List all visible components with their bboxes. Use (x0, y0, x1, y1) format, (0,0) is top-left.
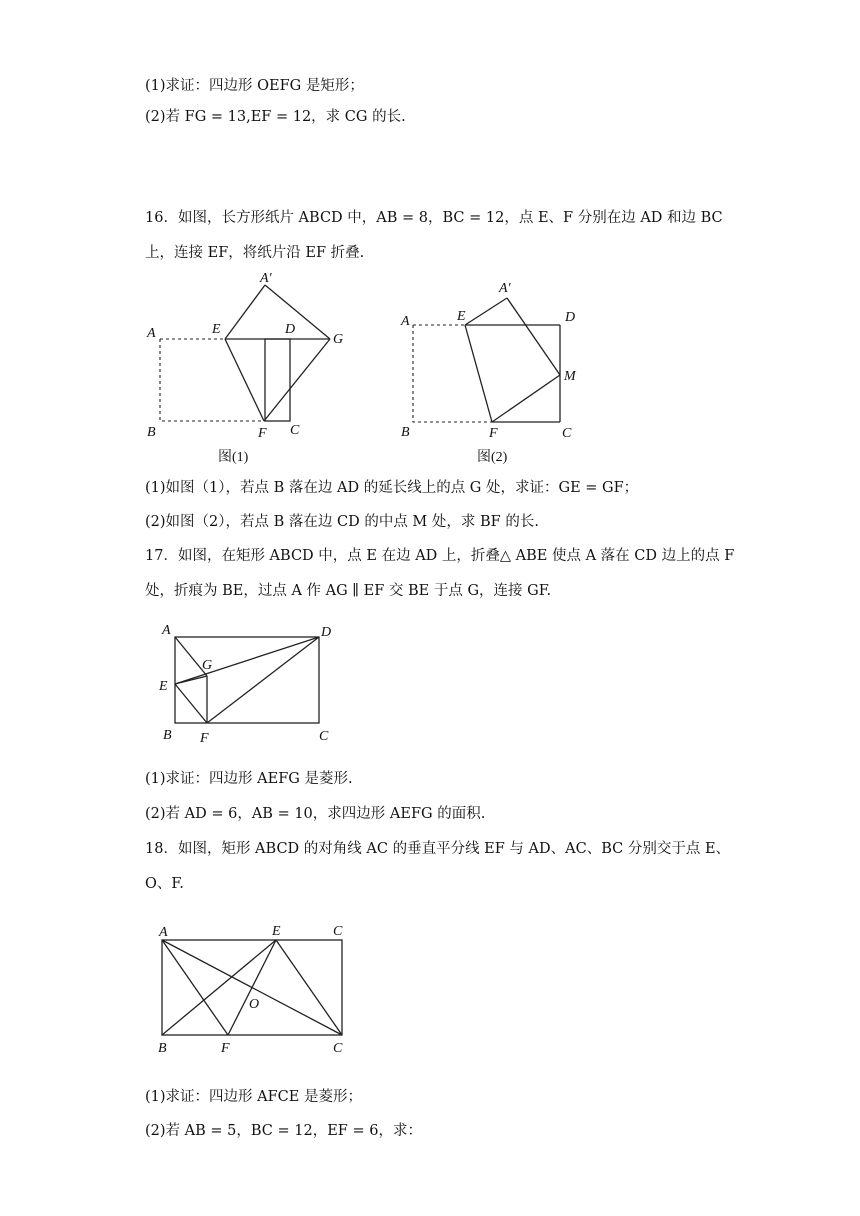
q17-stem-line1: 17．如图，在矩形 ABCD 中，点 E 在边 AD 上，折叠△ ABE 使点 A 落在 CD 边上的点 F (145, 548, 735, 564)
label-F: F (489, 426, 498, 441)
label-A: A (147, 326, 156, 341)
q18-part2: (2)若 AB = 5，BC = 12，EF = 6，求： (145, 1123, 422, 1139)
label-E: E (272, 924, 281, 939)
label-A: A (162, 623, 171, 638)
label-C: C (290, 423, 300, 438)
q17-part1: (1)求证：四边形 AEFG 是菱形. (145, 771, 353, 787)
label-A-prime: A′ (260, 271, 272, 286)
caption-fig1: 图(1) (218, 450, 249, 465)
label-A: A (401, 314, 410, 329)
label-B: B (163, 728, 172, 743)
label-E: E (159, 679, 168, 694)
q17-part2: (2)若 AD = 6，AB = 10，求四边形 AEFG 的面积. (145, 806, 486, 822)
label-A-prime: A′ (499, 281, 511, 296)
label-G: G (202, 658, 213, 673)
label-F: F (221, 1041, 230, 1056)
q18-stem-line1: 18．如图，矩形 ABCD 的对角线 AC 的垂直平分线 EF 与 AD、AC、BC 分别交于点 E、 (145, 841, 731, 857)
figure-16-2 (395, 265, 595, 465)
q16-part1: (1)如图（1），若点 B 落在边 AD 的延长线上的点 G 处，求证：GE = GF； (145, 480, 639, 496)
label-G: G (333, 332, 344, 347)
label-O: O (249, 997, 260, 1012)
figure-16-1 (140, 265, 360, 465)
figure-18 (150, 920, 370, 1060)
label-D: D (285, 322, 296, 337)
q18-stem-line2: O、F. (145, 876, 184, 892)
q16-part2: (2)如图（2），若点 B 落在边 CD 的中点 M 处，求 BF 的长. (145, 514, 539, 530)
q16-stem-line2: 上，连接 EF，将纸片沿 EF 折叠. (145, 245, 365, 261)
caption-fig2: 图(2) (477, 450, 508, 465)
label-F: F (200, 731, 209, 746)
label-D: D (321, 625, 332, 640)
label-M: M (564, 369, 576, 384)
label-C: C (562, 426, 572, 441)
label-D: D (565, 310, 576, 325)
q17-stem-line2: 处，折痕为 BE，过点 A 作 AG ∥ EF 交 BE 于点 G，连接 GF. (145, 583, 552, 599)
q15-part2: (2)若 FG = 13,EF = 12，求 CG 的长. (145, 109, 406, 125)
label-C: C (319, 729, 329, 744)
q18-part1: (1)求证：四边形 AFCE 是菱形； (145, 1089, 362, 1105)
q15-part1: (1)求证：四边形 OEFG 是矩形； (145, 78, 364, 94)
label-B: B (158, 1041, 167, 1056)
label-E: E (457, 309, 466, 324)
label-F: F (258, 426, 267, 441)
label-C-bottom: C (333, 1041, 343, 1056)
label-C-top: C (333, 924, 343, 939)
label-E: E (212, 322, 221, 337)
q16-stem-line1: 16．如图，长方形纸片 ABCD 中，AB = 8，BC = 12，点 E、F 分别在边 AD 和边 BC (145, 210, 723, 226)
label-B: B (401, 425, 410, 440)
label-B: B (147, 425, 156, 440)
label-A: A (159, 925, 168, 940)
figure-17 (155, 620, 355, 750)
